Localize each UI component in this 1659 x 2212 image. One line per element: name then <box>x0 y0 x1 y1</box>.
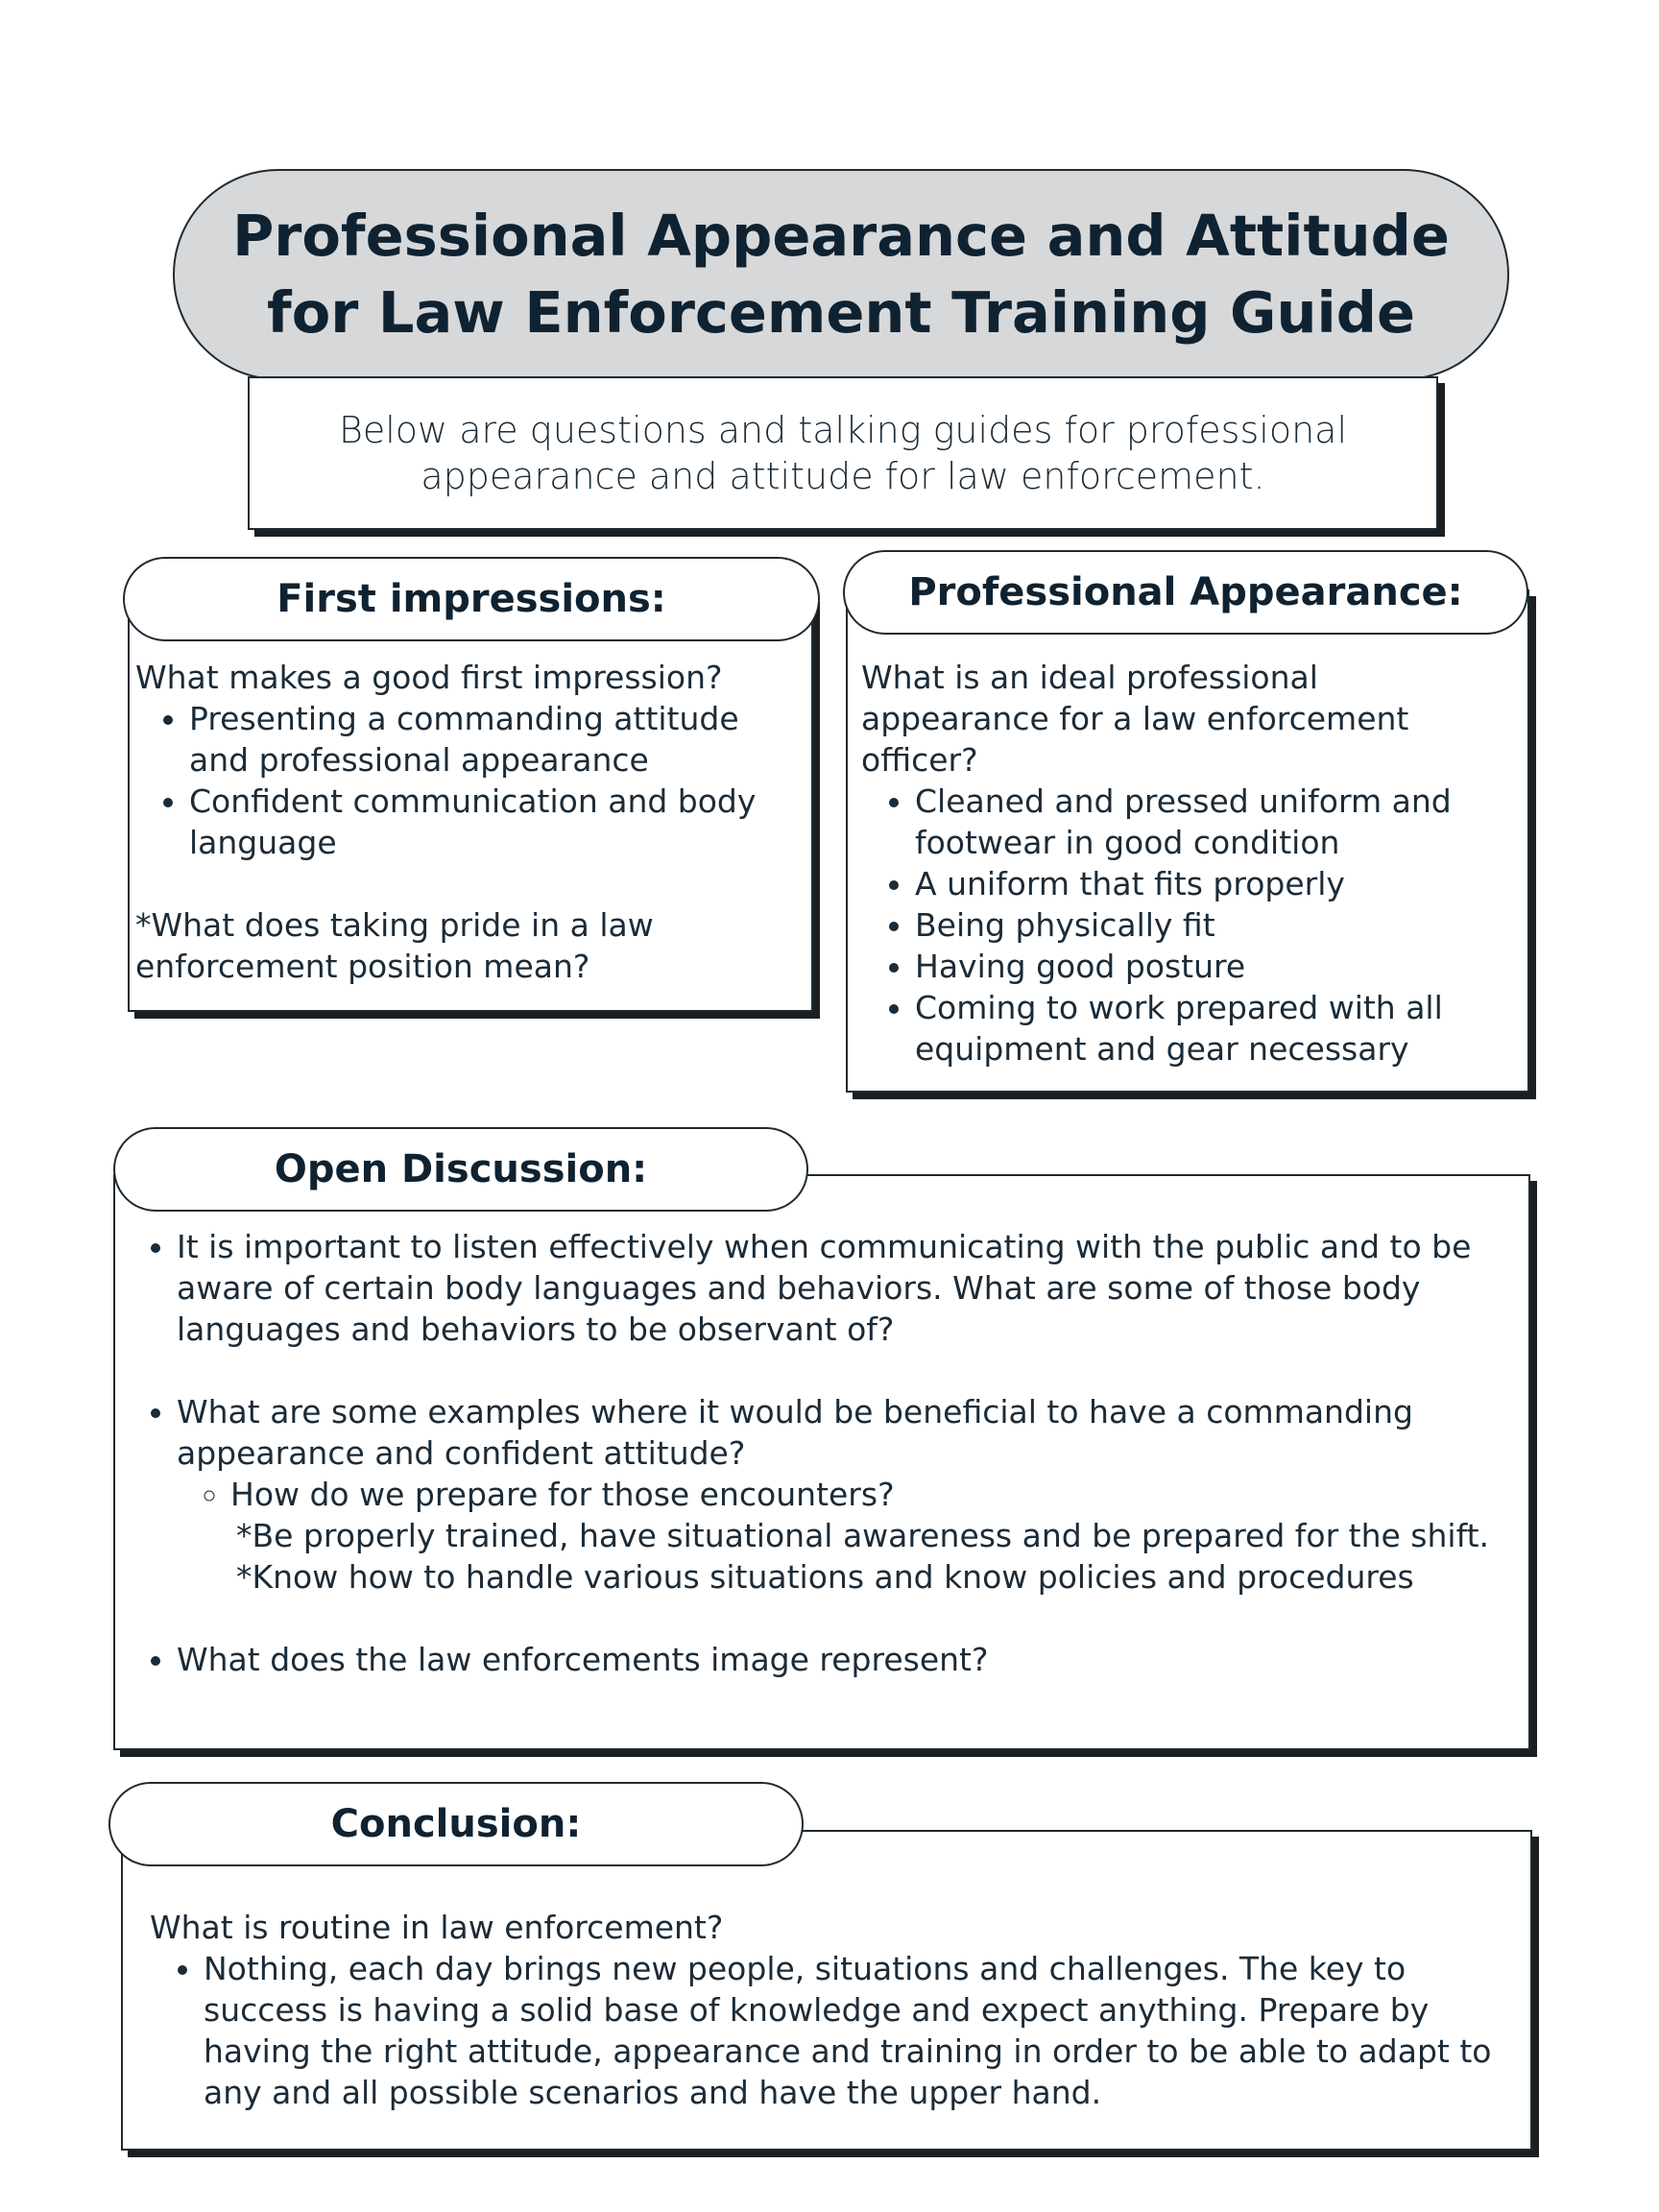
first-impressions-list <box>135 698 798 863</box>
open-discussion-note-2: *Know how to handle various situations and know policies and procedures <box>236 1558 1414 1596</box>
list-item: • A uniform that fits properly <box>915 863 1514 904</box>
open-discussion-content <box>127 1226 1528 1680</box>
professional-appearance-content <box>861 657 1514 1070</box>
intro-box <box>248 376 1438 530</box>
page-title: Professional Appearance and Attitude for Law Enforcement Training Guide <box>232 203 1450 346</box>
conclusion-heading-pill <box>108 1782 804 1866</box>
conclusion-box <box>121 1830 1532 2151</box>
professional-appearance-question: What is an ideal professional appearance for a law enforcement officer? <box>861 659 1409 779</box>
list-item: • It is important to listen effectively when communicating with the public and to be aware of certain body languages and behaviors. What are some of those body languages and behaviors to be observant of? <box>177 1226 1528 1350</box>
list-item: ◦ How do we prepare for those encounters? <box>230 1474 1528 1515</box>
list-item: • What are some examples where it would be beneficial to have a commanding appearance and confident attitude? <box>177 1391 1528 1474</box>
open-discussion-box <box>113 1174 1530 1750</box>
professional-appearance-box <box>846 589 1529 1093</box>
list-item: • Being physically fit <box>915 904 1514 946</box>
list-item: • Having good posture <box>915 946 1514 987</box>
conclusion-question: What is routine in law enforcement? <box>150 1909 724 1946</box>
open-discussion-note-1: *Be properly trained, have situational awareness and be prepared for the shift. <box>236 1517 1490 1554</box>
professional-appearance-heading-pill <box>843 550 1528 635</box>
open-discussion-list-3 <box>127 1639 1528 1680</box>
first-impressions-question: What makes a good first impression? <box>135 659 723 696</box>
first-impressions-question-2: *What does taking pride in a law enforcement position mean? <box>135 906 654 985</box>
list-item: • What does the law enforcements image represent? <box>177 1639 1528 1680</box>
list-item: • Coming to work prepared with all equipment and gear necessary <box>915 987 1514 1070</box>
first-impressions-box <box>128 595 813 1012</box>
open-discussion-list <box>127 1226 1528 1350</box>
first-impressions-heading: First impressions: <box>276 577 666 621</box>
first-impressions-content <box>135 657 798 987</box>
conclusion-list <box>150 1948 1513 2113</box>
conclusion-content <box>150 1907 1513 2113</box>
first-impressions-heading-pill <box>123 557 820 641</box>
list-item: • Nothing, each day brings new people, situations and challenges. The key to success is having a solid base of knowledge and expect anything. Prepare by having the right attitude, appearance and training in order to be able to adapt to any and all possible scenarios and have the upper hand. <box>204 1948 1513 2113</box>
list-item: • Presenting a commanding attitude and professional appearance <box>189 698 798 781</box>
open-discussion-list-2 <box>127 1391 1528 1474</box>
title-banner <box>173 169 1509 380</box>
professional-appearance-heading: Professional Appearance: <box>908 570 1463 614</box>
list-item: • Cleaned and pressed uniform and footwear in good condition <box>915 781 1514 863</box>
professional-appearance-list <box>861 781 1514 1070</box>
intro-text: Below are questions and talking guides for professional appearance and attitude for law enforcement. <box>338 409 1348 497</box>
conclusion-heading: Conclusion: <box>330 1802 582 1846</box>
open-discussion-heading-pill <box>113 1127 808 1212</box>
open-discussion-heading: Open Discussion: <box>274 1147 648 1191</box>
open-discussion-sublist <box>127 1474 1528 1515</box>
list-item: • Confident communication and body language <box>189 781 798 863</box>
